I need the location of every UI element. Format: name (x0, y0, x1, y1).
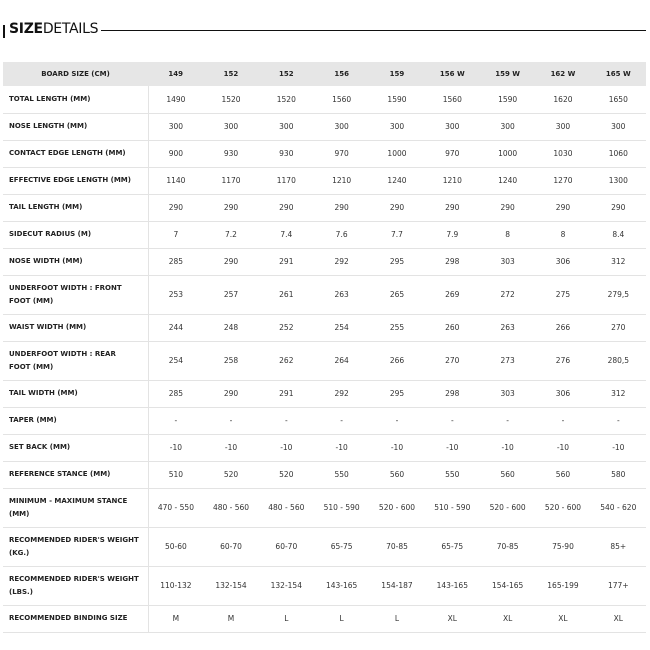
row-label: RECOMMENDED BINDING SIZE (3, 605, 148, 632)
table-cell: 143-165 (314, 566, 369, 605)
table-cell: M (148, 605, 203, 632)
table-cell: 8 (535, 221, 590, 248)
row-label: TAPER (MM) (3, 407, 148, 434)
table-row (3, 194, 646, 221)
title-light: DETAILS (42, 21, 99, 37)
table-cell: 1210 (425, 167, 480, 194)
column-header-size: 165 W (591, 62, 646, 86)
table-row (3, 86, 646, 113)
table-cell: 261 (259, 275, 314, 314)
table-cell: 253 (148, 275, 203, 314)
table-cell: 290 (480, 194, 535, 221)
row-label: TOTAL LENGTH (MM) (3, 86, 148, 113)
table-cell: 269 (425, 275, 480, 314)
table-cell: 280,5 (591, 341, 646, 380)
table-cell: -10 (203, 434, 258, 461)
table-cell: 132-154 (259, 566, 314, 605)
table-cell: XL (591, 605, 646, 632)
column-header-size: 159 (369, 62, 424, 86)
table-row (3, 248, 646, 275)
table-row (3, 341, 646, 380)
table-cell: 272 (480, 275, 535, 314)
table-cell: 540 - 620 (591, 488, 646, 527)
header-divider (101, 30, 646, 31)
table-row (3, 275, 646, 314)
table-cell: 252 (259, 314, 314, 341)
table-cell: 306 (535, 248, 590, 275)
table-cell: 254 (148, 341, 203, 380)
table-cell: 290 (259, 194, 314, 221)
row-label: NOSE WIDTH (MM) (3, 248, 148, 275)
table-cell: - (369, 407, 424, 434)
table-cell: 7.4 (259, 221, 314, 248)
table-cell: 970 (314, 140, 369, 167)
table-cell: 292 (314, 380, 369, 407)
table-cell: 291 (259, 248, 314, 275)
table-cell: 65-75 (314, 527, 369, 566)
table-cell: XL (480, 605, 535, 632)
table-cell: 303 (480, 380, 535, 407)
table-cell: 510 (148, 461, 203, 488)
table-cell: 300 (369, 113, 424, 140)
table-cell: 295 (369, 380, 424, 407)
table-cell: 270 (591, 314, 646, 341)
table-cell: 290 (148, 194, 203, 221)
table-cell: L (259, 605, 314, 632)
column-header-size: 149 (148, 62, 203, 86)
table-cell: 85+ (591, 527, 646, 566)
table-cell: 7 (148, 221, 203, 248)
table-cell: - (203, 407, 258, 434)
table-cell: 300 (480, 113, 535, 140)
table-row (3, 314, 646, 341)
table-row (3, 461, 646, 488)
row-label: RECOMMENDED RIDER'S WEIGHT (LBS.) (3, 566, 148, 605)
table-cell: 560 (480, 461, 535, 488)
table-cell: 290 (314, 194, 369, 221)
table-cell: 1620 (535, 86, 590, 113)
table-row (3, 221, 646, 248)
table-cell: 8.4 (591, 221, 646, 248)
column-header-size: 162 W (535, 62, 590, 86)
table-cell: 1170 (259, 167, 314, 194)
column-header-size: 156 W (425, 62, 480, 86)
table-cell: 263 (314, 275, 369, 314)
table-row (3, 140, 646, 167)
table-row (3, 434, 646, 461)
table-row (3, 488, 646, 527)
table-cell: 65-75 (425, 527, 480, 566)
table-cell: 520 (259, 461, 314, 488)
table-cell: 1270 (535, 167, 590, 194)
header-accent-bar (3, 25, 5, 38)
table-cell: -10 (591, 434, 646, 461)
table-cell: - (314, 407, 369, 434)
title-bold: SIZE (9, 21, 43, 37)
table-row (3, 380, 646, 407)
table-cell: 248 (203, 314, 258, 341)
table-cell: 1650 (591, 86, 646, 113)
column-header-size: 156 (314, 62, 369, 86)
table-cell: 154-187 (369, 566, 424, 605)
table-cell: 275 (535, 275, 590, 314)
table-cell: 1000 (369, 140, 424, 167)
table-cell: 290 (369, 194, 424, 221)
table-cell: 1060 (591, 140, 646, 167)
table-cell: 7.2 (203, 221, 258, 248)
table-cell: 290 (203, 194, 258, 221)
table-cell: 258 (203, 341, 258, 380)
table-cell: 300 (314, 113, 369, 140)
table-cell: 266 (369, 341, 424, 380)
table-cell: 300 (259, 113, 314, 140)
table-cell: -10 (425, 434, 480, 461)
table-cell: 50-60 (148, 527, 203, 566)
table-cell: 306 (535, 380, 590, 407)
table-cell: -10 (314, 434, 369, 461)
table-cell: 312 (591, 380, 646, 407)
table-cell: 263 (480, 314, 535, 341)
table-cell: L (314, 605, 369, 632)
table-cell: M (203, 605, 258, 632)
table-cell: 1560 (425, 86, 480, 113)
table-cell: -10 (369, 434, 424, 461)
column-header-size: 152 (259, 62, 314, 86)
table-cell: 291 (259, 380, 314, 407)
table-cell: 480 - 560 (259, 488, 314, 527)
table-cell: 520 (203, 461, 258, 488)
table-cell: 550 (425, 461, 480, 488)
table-cell: 900 (148, 140, 203, 167)
table-cell: 520 - 600 (369, 488, 424, 527)
row-label: NOSE LENGTH (MM) (3, 113, 148, 140)
table-cell: 265 (369, 275, 424, 314)
table-cell: 290 (591, 194, 646, 221)
column-header-size: 159 W (480, 62, 535, 86)
table-cell: 75-90 (535, 527, 590, 566)
table-cell: 300 (148, 113, 203, 140)
table-cell: 1000 (480, 140, 535, 167)
table-cell: 303 (480, 248, 535, 275)
table-cell: 470 - 550 (148, 488, 203, 527)
table-cell: 244 (148, 314, 203, 341)
table-cell: 1240 (480, 167, 535, 194)
table-cell: 70-85 (480, 527, 535, 566)
table-cell: - (148, 407, 203, 434)
table-cell: XL (535, 605, 590, 632)
table-cell: -10 (259, 434, 314, 461)
table-cell: 7.6 (314, 221, 369, 248)
table-cell: 264 (314, 341, 369, 380)
table-row (3, 113, 646, 140)
row-label: REFERENCE STANCE (MM) (3, 461, 148, 488)
table-cell: 260 (425, 314, 480, 341)
row-label: SET BACK (MM) (3, 434, 148, 461)
table-cell: 154-165 (480, 566, 535, 605)
table-cell: -10 (480, 434, 535, 461)
table-cell: 930 (259, 140, 314, 167)
table-row (3, 527, 646, 566)
size-details-table (3, 62, 646, 633)
section-header (3, 20, 643, 44)
table-cell: 510 - 590 (425, 488, 480, 527)
table-cell: 1030 (535, 140, 590, 167)
table-cell: XL (425, 605, 480, 632)
table-cell: - (535, 407, 590, 434)
table-cell: 292 (314, 248, 369, 275)
table-cell: 312 (591, 248, 646, 275)
table-cell: 1140 (148, 167, 203, 194)
table-cell: 279,5 (591, 275, 646, 314)
table-cell: 110-132 (148, 566, 203, 605)
table-cell: 300 (591, 113, 646, 140)
table-cell: 480 - 560 (203, 488, 258, 527)
table-cell: 290 (203, 248, 258, 275)
row-label: RECOMMENDED RIDER'S WEIGHT (KG.) (3, 527, 148, 566)
table-cell: 1560 (314, 86, 369, 113)
table-row (3, 167, 646, 194)
row-label: TAIL LENGTH (MM) (3, 194, 148, 221)
table-cell: 262 (259, 341, 314, 380)
table-cell: 165-199 (535, 566, 590, 605)
table-cell: 255 (369, 314, 424, 341)
table-cell: - (480, 407, 535, 434)
table-cell: 298 (425, 248, 480, 275)
table-cell: 300 (535, 113, 590, 140)
table-cell: 60-70 (203, 527, 258, 566)
row-label: MINIMUM - MAXIMUM STANCE (MM) (3, 488, 148, 527)
table-cell: -10 (148, 434, 203, 461)
table-cell: 560 (535, 461, 590, 488)
table-cell: 273 (480, 341, 535, 380)
table-cell: 290 (535, 194, 590, 221)
table-cell: L (369, 605, 424, 632)
table-cell: 1170 (203, 167, 258, 194)
table-row (3, 407, 646, 434)
table-cell: 290 (203, 380, 258, 407)
table-cell: 300 (425, 113, 480, 140)
section-title (9, 21, 98, 37)
table-cell: 1300 (591, 167, 646, 194)
table-cell: 7.7 (369, 221, 424, 248)
table-cell: 8 (480, 221, 535, 248)
table-cell: 295 (369, 248, 424, 275)
column-header-size: 152 (203, 62, 258, 86)
table-cell: 70-85 (369, 527, 424, 566)
table-row (3, 605, 646, 632)
table-cell: 60-70 (259, 527, 314, 566)
table-cell: 290 (425, 194, 480, 221)
table-cell: 285 (148, 248, 203, 275)
table-cell: 1590 (480, 86, 535, 113)
table-cell: 1210 (314, 167, 369, 194)
table-cell: 520 - 600 (535, 488, 590, 527)
row-label: UNDERFOOT WIDTH : REAR FOOT (MM) (3, 341, 148, 380)
table-cell: 1520 (259, 86, 314, 113)
table-cell: 930 (203, 140, 258, 167)
table-cell: 520 - 600 (480, 488, 535, 527)
row-label: CONTACT EDGE LENGTH (MM) (3, 140, 148, 167)
table-cell: 257 (203, 275, 258, 314)
table-cell: - (591, 407, 646, 434)
row-label: UNDERFOOT WIDTH : FRONT FOOT (MM) (3, 275, 148, 314)
table-cell: 300 (203, 113, 258, 140)
table-cell: 177+ (591, 566, 646, 605)
table-cell: 970 (425, 140, 480, 167)
table-cell: 7.9 (425, 221, 480, 248)
table-cell: 132-154 (203, 566, 258, 605)
table-cell: 276 (535, 341, 590, 380)
table-cell: 143-165 (425, 566, 480, 605)
table-cell: 270 (425, 341, 480, 380)
table-cell: 254 (314, 314, 369, 341)
table-cell: 550 (314, 461, 369, 488)
table-cell: 510 - 590 (314, 488, 369, 527)
table-cell: - (259, 407, 314, 434)
table-cell: 1520 (203, 86, 258, 113)
table-body (3, 86, 646, 632)
table-cell: 298 (425, 380, 480, 407)
table-cell: 560 (369, 461, 424, 488)
row-label: EFFECTIVE EDGE LENGTH (MM) (3, 167, 148, 194)
table-cell: - (425, 407, 480, 434)
row-label: TAIL WIDTH (MM) (3, 380, 148, 407)
table-cell: 580 (591, 461, 646, 488)
row-label: SIDECUT RADIUS (M) (3, 221, 148, 248)
header-row (3, 62, 646, 86)
table-cell: -10 (535, 434, 590, 461)
row-label: WAIST WIDTH (MM) (3, 314, 148, 341)
table-row (3, 566, 646, 605)
table-cell: 1590 (369, 86, 424, 113)
table-cell: 266 (535, 314, 590, 341)
table-cell: 1240 (369, 167, 424, 194)
column-header-label: BOARD SIZE (CM) (3, 62, 148, 86)
table-cell: 1490 (148, 86, 203, 113)
table-cell: 285 (148, 380, 203, 407)
